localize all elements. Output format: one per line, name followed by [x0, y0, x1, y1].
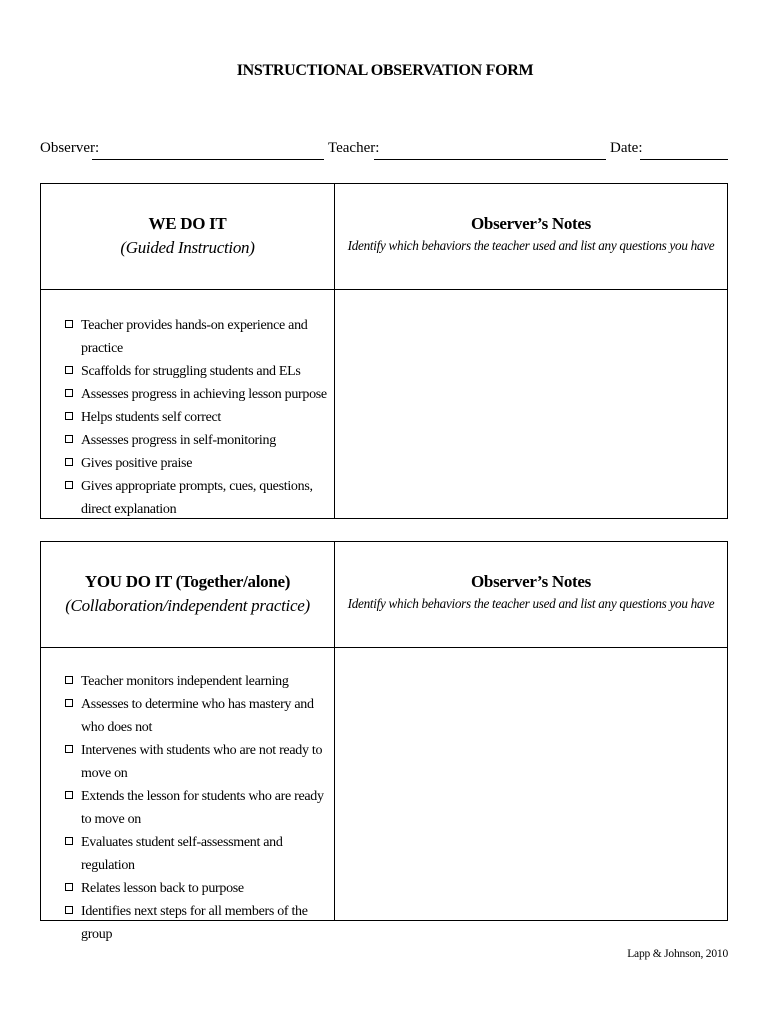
checkbox[interactable] [65, 699, 73, 707]
notes-title: Observer’s Notes [471, 572, 591, 591]
section-heading: WE DO IT [148, 214, 227, 233]
checkbox[interactable] [65, 906, 73, 914]
we-do-it-section [40, 183, 728, 519]
checklist-item-label: Intervenes with students who are not ready to move on [81, 743, 323, 781]
checklist-item [65, 360, 327, 383]
observer-notes-area[interactable] [335, 290, 727, 518]
checklist-item [65, 670, 327, 693]
checklist-item-label: Identifies next steps for all members of the group [81, 904, 308, 942]
checklist-item [65, 739, 327, 785]
checklist-item [65, 877, 327, 900]
notes-instruction: Identify which behaviors the teacher used and list any questions you have [347, 238, 715, 253]
teacher-label: Teacher: [328, 140, 380, 156]
behavior-checklist [65, 314, 327, 521]
checklist-item-label: Helps students self correct [81, 410, 222, 425]
footer-credit: Lapp & Johnson, 2010 [627, 948, 728, 960]
observer-field[interactable] [40, 140, 324, 162]
checklist-item [65, 831, 327, 877]
checkbox[interactable] [65, 676, 73, 684]
checkbox[interactable] [65, 481, 73, 489]
checklist-item-label: Gives appropriate prompts, cues, questions, direct explanation [81, 479, 313, 517]
section-subheading: (Guided Instruction) [120, 238, 255, 257]
checkbox[interactable] [65, 791, 73, 799]
checklist-item [65, 693, 327, 739]
checklist-item-label: Teacher monitors independent learning [81, 674, 289, 689]
checklist-item-label: Teacher provides hands-on experience and practice [81, 318, 308, 356]
notes-heading-cell [335, 572, 727, 612]
checkbox[interactable] [65, 458, 73, 466]
date-input-line[interactable] [640, 159, 728, 160]
section-subheading: (Collaboration/independent practice) [65, 596, 310, 615]
date-label: Date: [610, 140, 643, 156]
checklist-item-label: Scaffolds for struggling students and ELs [81, 364, 301, 379]
notes-title: Observer’s Notes [471, 214, 591, 233]
date-field[interactable] [610, 140, 728, 162]
checklist-item [65, 785, 327, 831]
notes-heading-cell [335, 214, 727, 254]
section-heading: YOU DO IT (Together/alone) [84, 572, 291, 591]
checklist-item [65, 314, 327, 360]
checkbox[interactable] [65, 837, 73, 845]
checklist-item-label: Assesses progress in achieving lesson purpose [81, 387, 327, 402]
checklist-item [65, 383, 327, 406]
teacher-field[interactable] [328, 140, 606, 162]
observer-notes-area[interactable] [335, 648, 727, 920]
checklist-item [65, 429, 327, 452]
checklist-item-label: Relates lesson back to purpose [81, 881, 244, 896]
checkbox[interactable] [65, 366, 73, 374]
form-title: INSTRUCTIONAL OBSERVATION FORM [236, 62, 534, 79]
teacher-input-line[interactable] [374, 159, 606, 160]
checklist-item-label: Evaluates student self-assessment and regulation [81, 835, 283, 873]
checklist-item-label: Extends the lesson for students who are ready to move on [81, 789, 324, 827]
checklist-item [65, 900, 327, 946]
checklist-item-label: Gives positive praise [81, 456, 193, 471]
checkbox[interactable] [65, 389, 73, 397]
checklist-item-label: Assesses to determine who has mastery and who does not [81, 697, 314, 735]
checkbox[interactable] [65, 435, 73, 443]
observer-label: Observer: [40, 140, 100, 156]
behavior-checklist [65, 670, 327, 946]
checkbox[interactable] [65, 320, 73, 328]
checkbox[interactable] [65, 745, 73, 753]
header-fields [40, 140, 730, 162]
checkbox[interactable] [65, 883, 73, 891]
section-heading-cell [41, 572, 334, 616]
notes-instruction: Identify which behaviors the teacher used and list any questions you have [347, 596, 715, 611]
section-heading-cell [41, 214, 334, 258]
observer-input-line[interactable] [92, 159, 324, 160]
checkbox[interactable] [65, 412, 73, 420]
checklist-item [65, 452, 327, 475]
checklist-item [65, 475, 327, 521]
you-do-it-section [40, 541, 728, 942]
checklist-item-label: Assesses progress in self-monitoring [81, 433, 276, 448]
checklist-item [65, 406, 327, 429]
